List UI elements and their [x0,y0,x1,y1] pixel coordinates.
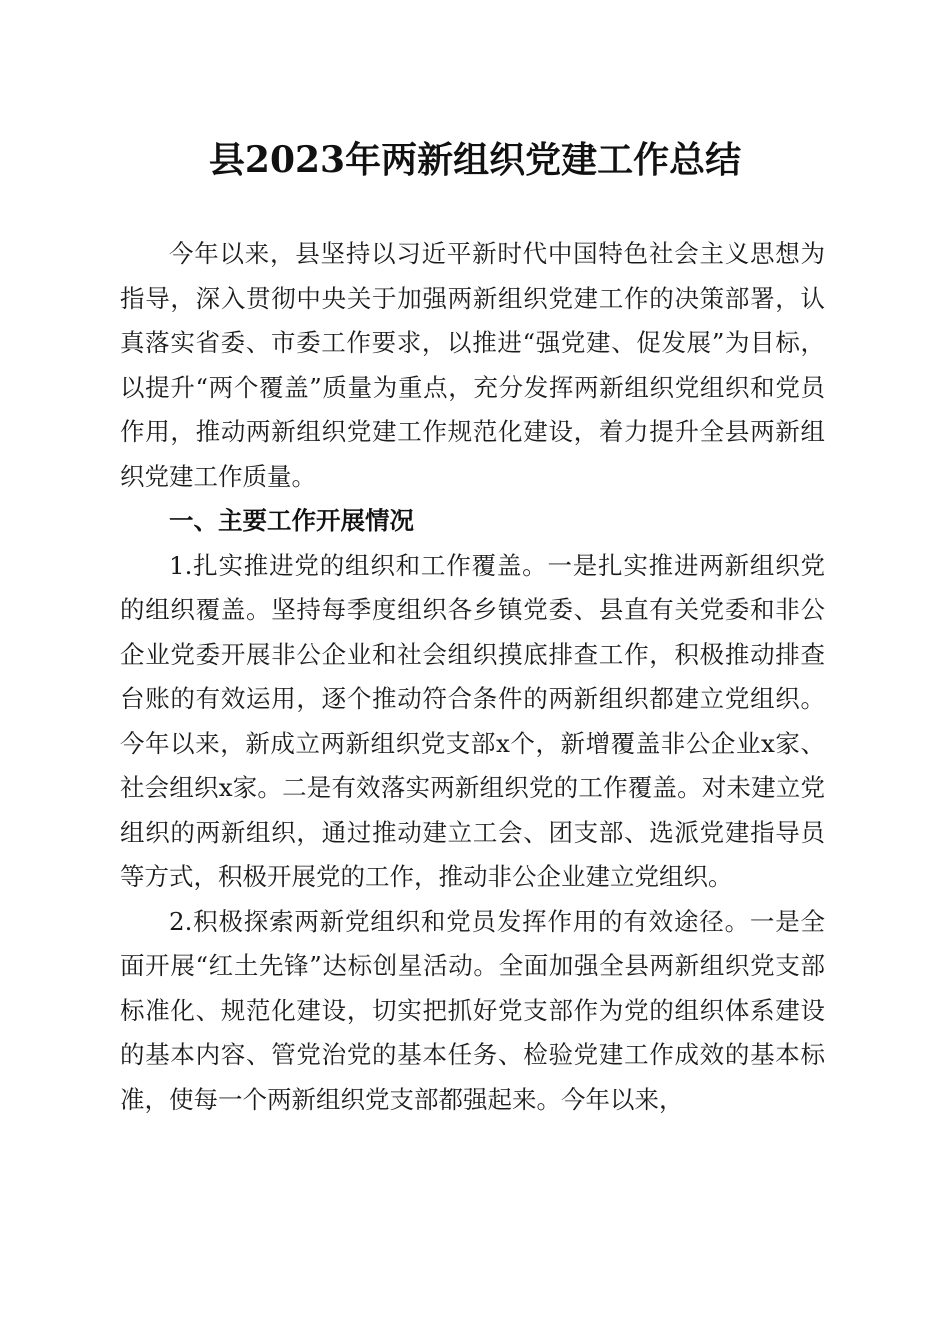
section-heading-1: 一、主要工作开展情况 [169,506,414,535]
intro-paragraph: 今年以来，县坚持以习近平新时代中国特色社会主义思想为指导，深入贯彻中央关于加强两新组织党建工作的决策部署，认真落实省委、市委工作要求，以推进“强党建、促发展”为目标，以提升“两个覆盖”质量为重点，充分发挥两新组织党组织和党员作用，推动两新组织党建工作规范化建设，着力提升全县两新组织党建工作质量。 [120,239,825,491]
document-title: 县2023年两新组织党建工作总结 [208,139,742,181]
document-body [120,232,825,1122]
item-paragraph-2: 2.积极探索两新党组织和党员发挥作用的有效途径。一是全面开展“红土先锋”达标创星活动。全面加强全县两新组织党支部标准化、规范化建设，切实把抓好党支部作为党的组织体系建设的基本内容、管党治党的基本任务、检验党建工作成效的基本标准，使每一个两新组织党支部都强起来。今年以来， [120,906,825,1114]
item-paragraph-1: 1.扎实推进党的组织和工作覆盖。一是扎实推进两新组织党的组织覆盖。坚持每季度组织各乡镇党委、县直有关党委和非公企业党委开展非公企业和社会组织摸底排查工作，积极推动排查台账的有效运用，逐个推动符合条件的两新组织都建立党组织。今年以来，新成立两新组织党支部x个，新增覆盖非公企业x家、社会组织x家。二是有效落实两新组织党的工作覆盖。对未建立党组织的两新组织，通过推动建立工会、团支部、选派党建指导员等方式，积极开展党的工作，推动非公企业建立党组织。 [120,550,825,891]
